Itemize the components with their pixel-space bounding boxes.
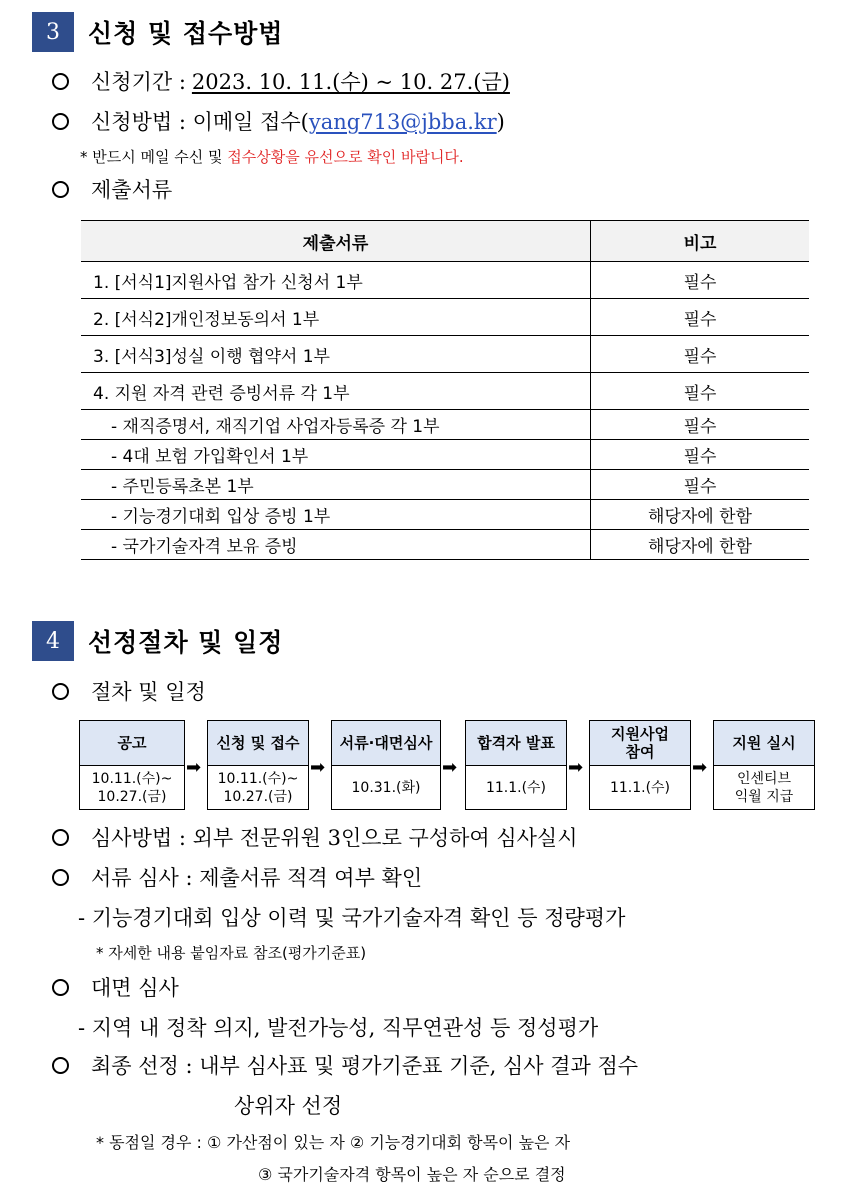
document-cell: 3. [서식3]성실 이행 협약서 1부 bbox=[81, 336, 591, 373]
circle-bullet-icon bbox=[52, 829, 69, 846]
flow-step bbox=[207, 720, 309, 810]
flow-step bbox=[713, 720, 815, 810]
email-note-warning: 접수상황을 유선으로 확인 바랍니다. bbox=[227, 148, 464, 166]
remark-cell: 필수 bbox=[591, 410, 810, 440]
remark-cell: 필수 bbox=[591, 299, 810, 336]
document-cell: - 국가기술자격 보유 증빙 bbox=[81, 530, 591, 560]
section-4-header bbox=[32, 621, 283, 661]
flow-step-title: 지원사업 참여 bbox=[590, 721, 690, 766]
flow-step-title: 지원 실시 bbox=[714, 721, 814, 766]
interview-review-detail: - 지역 내 정착 의지, 발전가능성, 직무연관성 등 정성평가 bbox=[78, 1016, 599, 1040]
flow-step-date: 인센티브 익월 지급 bbox=[734, 770, 794, 805]
application-method: 신청방법 : 이메일 접수( yang713@jbba.kr ) bbox=[52, 106, 505, 136]
application-period-value: 2023. 10. 11.(수) ~ 10. 27.(금) bbox=[191, 70, 510, 94]
flow-step-date: 11.1.(수) bbox=[485, 779, 547, 796]
section-4-number: 4 bbox=[32, 621, 74, 661]
flow-arrow-icon: ➡ bbox=[442, 757, 458, 778]
circle-bullet-icon bbox=[52, 113, 69, 130]
flow-step bbox=[79, 720, 185, 810]
documents-label: 제출서류 bbox=[52, 174, 172, 204]
remark-cell: 해당자에 한함 bbox=[591, 500, 810, 530]
circle-bullet-icon bbox=[52, 73, 69, 90]
documents-table bbox=[81, 220, 809, 560]
document-cell: - 재직증명서, 재직기업 사업자등록증 각 1부 bbox=[81, 410, 591, 440]
table-header-documents: 제출서류 bbox=[81, 221, 591, 262]
document-review-note: * 자세한 내용 붙임자료 참조(평가기준표) bbox=[96, 944, 367, 962]
remark-cell: 필수 bbox=[591, 470, 810, 500]
table-row bbox=[81, 440, 809, 470]
document-cell: - 주민등록초본 1부 bbox=[81, 470, 591, 500]
circle-bullet-icon bbox=[52, 1057, 69, 1074]
flow-arrow-icon: ➡ bbox=[692, 757, 708, 778]
document-cell: 1. [서식1]지원사업 참가 신청서 1부 bbox=[81, 262, 591, 299]
interview-review: 대면 심사 bbox=[52, 972, 179, 1002]
section-3-number: 3 bbox=[32, 12, 74, 52]
procedure-label: 절차 및 일정 bbox=[52, 676, 206, 706]
remark-cell: 필수 bbox=[591, 373, 810, 410]
remark-cell: 필수 bbox=[591, 440, 810, 470]
remark-cell: 해당자에 한함 bbox=[591, 530, 810, 560]
email-note: * 반드시 메일 수신 및 접수상황을 유선으로 확인 바랍니다. bbox=[80, 148, 464, 166]
table-row bbox=[81, 299, 809, 336]
table-row bbox=[81, 373, 809, 410]
flow-step-title: 공고 bbox=[80, 721, 184, 766]
flow-step bbox=[465, 720, 567, 810]
flow-step-date: 11.1.(수) bbox=[609, 779, 671, 796]
document-review: 서류 심사 : 제출서류 적격 여부 확인 bbox=[52, 862, 422, 892]
document-cell: - 기능경기대회 입상 증빙 1부 bbox=[81, 500, 591, 530]
flow-step bbox=[589, 720, 691, 810]
table-row bbox=[81, 262, 809, 299]
flow-step-date: 10.11.(수)~ 10.27.(금) bbox=[217, 770, 299, 805]
flow-step-date: 10.11.(수)~ 10.27.(금) bbox=[91, 770, 173, 805]
final-selection-line2: 상위자 선정 bbox=[234, 1094, 343, 1118]
flow-arrow-icon: ➡ bbox=[186, 757, 202, 778]
flow-arrow-icon: ➡ bbox=[568, 757, 584, 778]
flow-arrow-icon: ➡ bbox=[310, 757, 326, 778]
table-header-remarks: 비고 bbox=[591, 221, 810, 262]
table-row bbox=[81, 336, 809, 373]
table-row bbox=[81, 500, 809, 530]
section-4-title: 선정절차 및 일정 bbox=[88, 628, 284, 657]
flow-step-title: 합격자 발표 bbox=[466, 721, 566, 766]
table-header-row bbox=[81, 221, 809, 262]
circle-bullet-icon bbox=[52, 979, 69, 996]
table-row bbox=[81, 470, 809, 500]
flow-step bbox=[331, 720, 441, 810]
tie-note-2: ③ 국가기술자격 항목이 높은 자 순으로 결정 bbox=[258, 1165, 566, 1184]
document-cell: - 4대 보험 가입확인서 1부 bbox=[81, 440, 591, 470]
application-period: 신청기간 : 2023. 10. 11.(수) ~ 10. 27.(금) bbox=[52, 66, 510, 96]
flow-step-title: 서류·대면심사 bbox=[332, 721, 440, 766]
table-row bbox=[81, 530, 809, 560]
final-selection: 최종 선정 : 내부 심사표 및 평가기준표 기준, 심사 결과 점수 bbox=[52, 1050, 638, 1080]
table-row bbox=[81, 410, 809, 440]
document-cell: 4. 지원 자격 관련 증빙서류 각 1부 bbox=[81, 373, 591, 410]
circle-bullet-icon bbox=[52, 181, 69, 198]
section-3-header bbox=[32, 12, 283, 52]
flow-step-title: 신청 및 접수 bbox=[208, 721, 308, 766]
remark-cell: 필수 bbox=[591, 336, 810, 373]
section-3-title: 신청 및 접수방법 bbox=[88, 19, 284, 48]
email-link[interactable]: yang713@jbba.kr bbox=[308, 110, 497, 134]
document-cell: 2. [서식2]개인정보동의서 1부 bbox=[81, 299, 591, 336]
review-method: 심사방법 : 외부 전문위원 3인으로 구성하여 심사실시 bbox=[52, 822, 578, 852]
flow-step-date: 10.31.(화) bbox=[351, 779, 421, 796]
tie-note-1: * 동점일 경우 : ① 가산점이 있는 자 ② 기능경기대회 항목이 높은 자 bbox=[96, 1133, 571, 1152]
circle-bullet-icon bbox=[52, 683, 69, 700]
document-review-detail: - 기능경기대회 입상 이력 및 국가기술자격 확인 등 정량평가 bbox=[78, 906, 626, 930]
circle-bullet-icon bbox=[52, 869, 69, 886]
remark-cell: 필수 bbox=[591, 262, 810, 299]
